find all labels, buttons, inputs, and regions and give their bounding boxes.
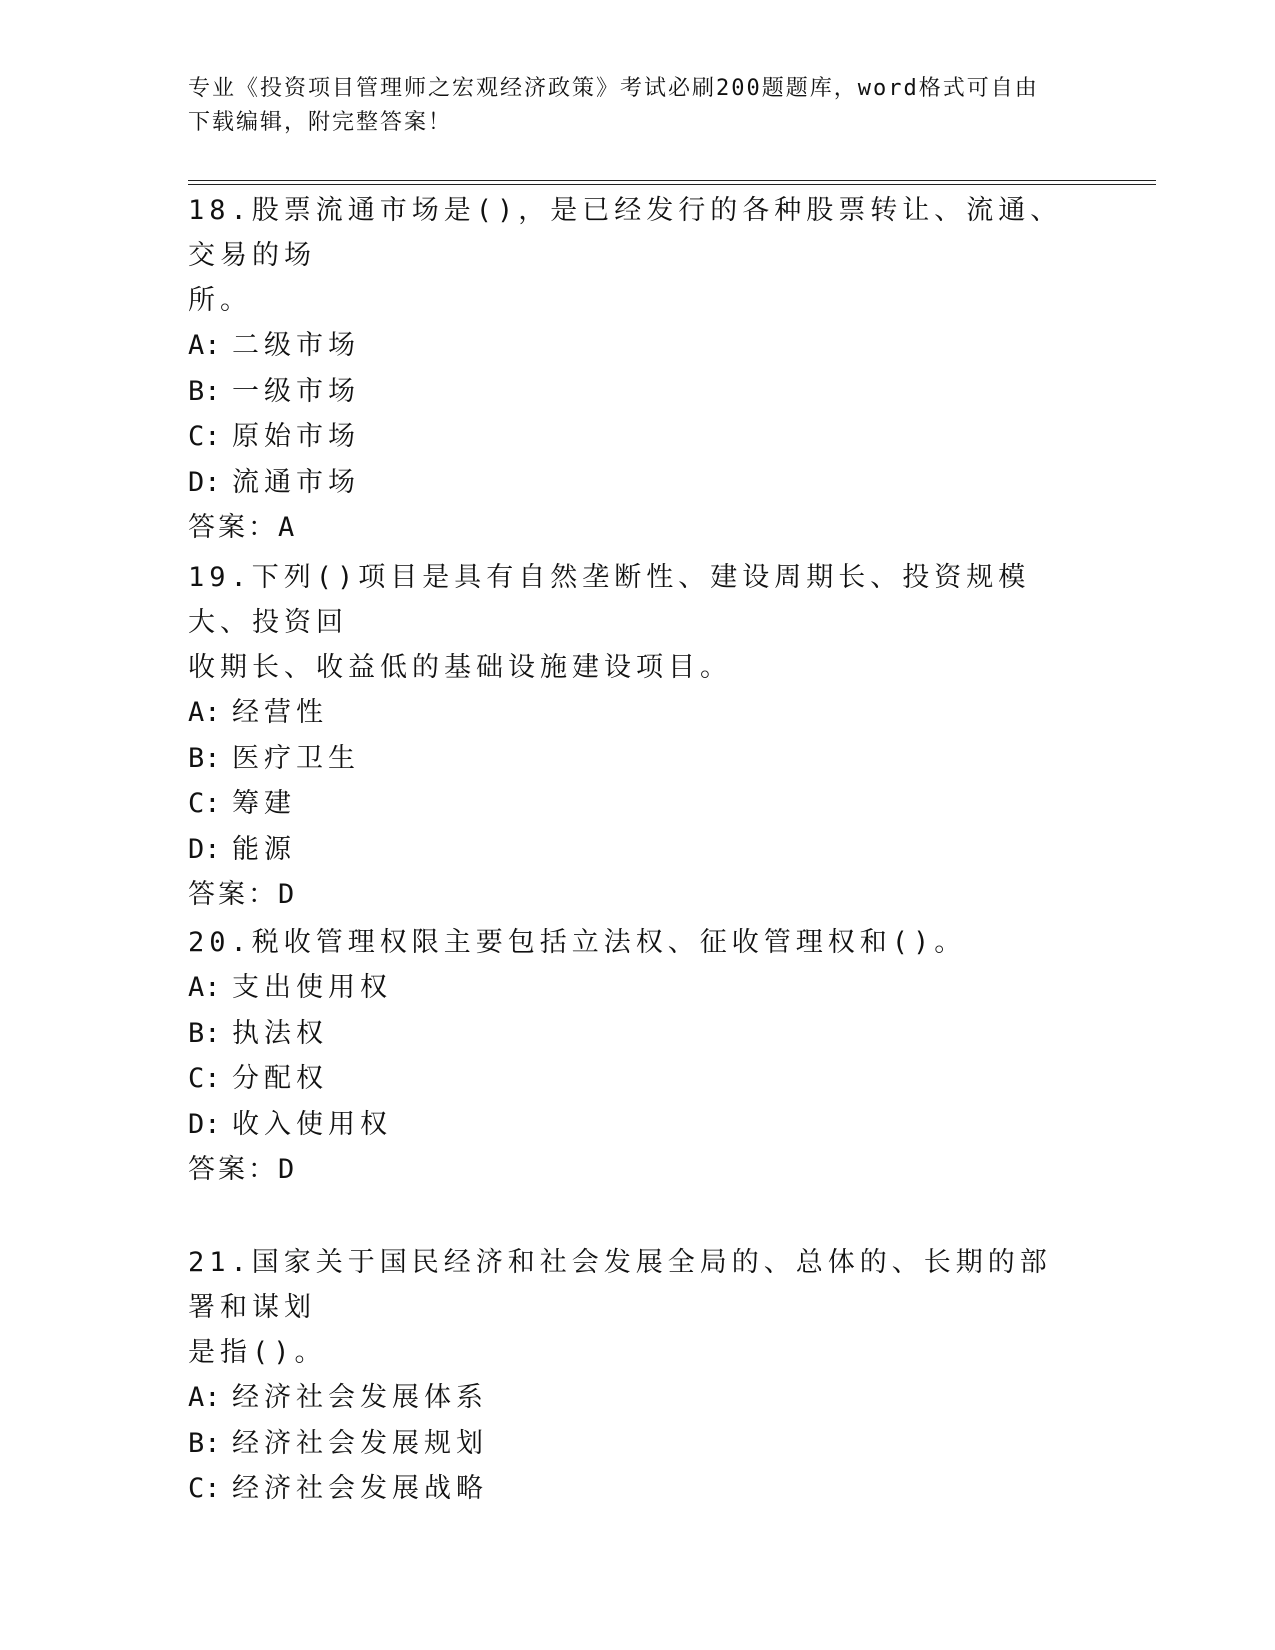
header-divider-bottom <box>188 184 1156 185</box>
option-a <box>188 965 1068 1011</box>
question-stem <box>188 555 1068 690</box>
answer-line: 答案：D <box>188 879 298 910</box>
option-text: 医疗卫生 <box>232 742 360 774</box>
question-21 <box>188 1240 1068 1512</box>
question-stem-line-2: 是指()。 <box>188 1337 327 1368</box>
option-letter: B: <box>188 742 221 774</box>
question-stem-line-2: 收期长、收益低的基础设施建设项目。 <box>188 652 732 683</box>
question-stem-line-1: 21.国家关于国民经济和社会发展全局的、总体的、长期的部署和谋划 <box>188 1247 1052 1323</box>
option-a <box>188 1375 1068 1421</box>
option-c <box>188 1056 1068 1102</box>
option-text: 收入使用权 <box>232 1108 392 1140</box>
option-letter: C: <box>188 788 221 819</box>
option-text: 原始市场 <box>232 421 360 452</box>
option-letter: D: <box>188 1108 221 1140</box>
option-text: 经济社会发展体系 <box>232 1382 488 1413</box>
option-c <box>188 414 1068 460</box>
question-stem-line-1: 18.股票流通市场是()，是已经发行的各种股票转让、流通、交易的场 <box>188 195 1063 271</box>
option-letter: B: <box>188 1017 221 1049</box>
option-c <box>188 1466 1068 1512</box>
option-letter: A: <box>188 1382 221 1413</box>
option-text: 分配权 <box>232 1063 328 1094</box>
question-stem-line-1: 20.税收管理权限主要包括立法权、征收管理权和()。 <box>188 927 967 958</box>
option-letter: D: <box>188 833 221 865</box>
option-text: 经济社会发展规划 <box>232 1427 488 1459</box>
option-letter: A: <box>188 697 221 728</box>
option-b <box>188 736 1068 782</box>
option-letter: B: <box>188 375 221 407</box>
option-letter: D: <box>188 466 221 498</box>
option-b <box>188 1011 1068 1057</box>
option-d <box>188 460 1068 506</box>
option-letter: A: <box>188 330 221 361</box>
question-stem-line-1: 19.下列()项目是具有自然垄断性、建设周期长、投资规模大、投资回 <box>188 562 1031 638</box>
option-c <box>188 781 1068 827</box>
question-stem <box>188 1240 1068 1375</box>
document-header <box>188 72 1068 140</box>
answer-line: 答案：A <box>188 512 298 543</box>
option-text: 支出使用权 <box>232 972 392 1003</box>
option-b <box>188 1421 1068 1467</box>
question-stem <box>188 188 1068 323</box>
option-d <box>188 1102 1068 1148</box>
option-text: 筹建 <box>232 788 296 819</box>
question-stem-line-2: 所。 <box>188 285 252 316</box>
option-d <box>188 827 1068 873</box>
question-stem <box>188 920 1068 965</box>
answer-line: 答案：D <box>188 1154 298 1185</box>
option-a <box>188 690 1068 736</box>
option-text: 执法权 <box>232 1017 328 1049</box>
option-text: 经济社会发展战略 <box>232 1473 488 1504</box>
question-20 <box>188 920 1068 1193</box>
option-letter: A: <box>188 972 221 1003</box>
option-a <box>188 323 1068 369</box>
header-line-1: 专业《投资项目管理师之宏观经济政策》考试必刷200题题库，word格式可自由 <box>188 76 1039 101</box>
option-b <box>188 369 1068 415</box>
option-text: 二级市场 <box>232 330 360 361</box>
option-letter: B: <box>188 1427 221 1459</box>
option-text: 经营性 <box>232 697 328 728</box>
header-divider-top <box>188 180 1156 181</box>
question-18 <box>188 188 1068 551</box>
option-letter: C: <box>188 1473 221 1504</box>
option-text: 能源 <box>232 833 296 865</box>
option-letter: C: <box>188 421 221 452</box>
option-letter: C: <box>188 1063 221 1094</box>
question-19 <box>188 555 1068 918</box>
option-text: 流通市场 <box>232 466 360 498</box>
header-line-2: 下载编辑，附完整答案！ <box>188 110 453 135</box>
option-text: 一级市场 <box>232 375 360 407</box>
